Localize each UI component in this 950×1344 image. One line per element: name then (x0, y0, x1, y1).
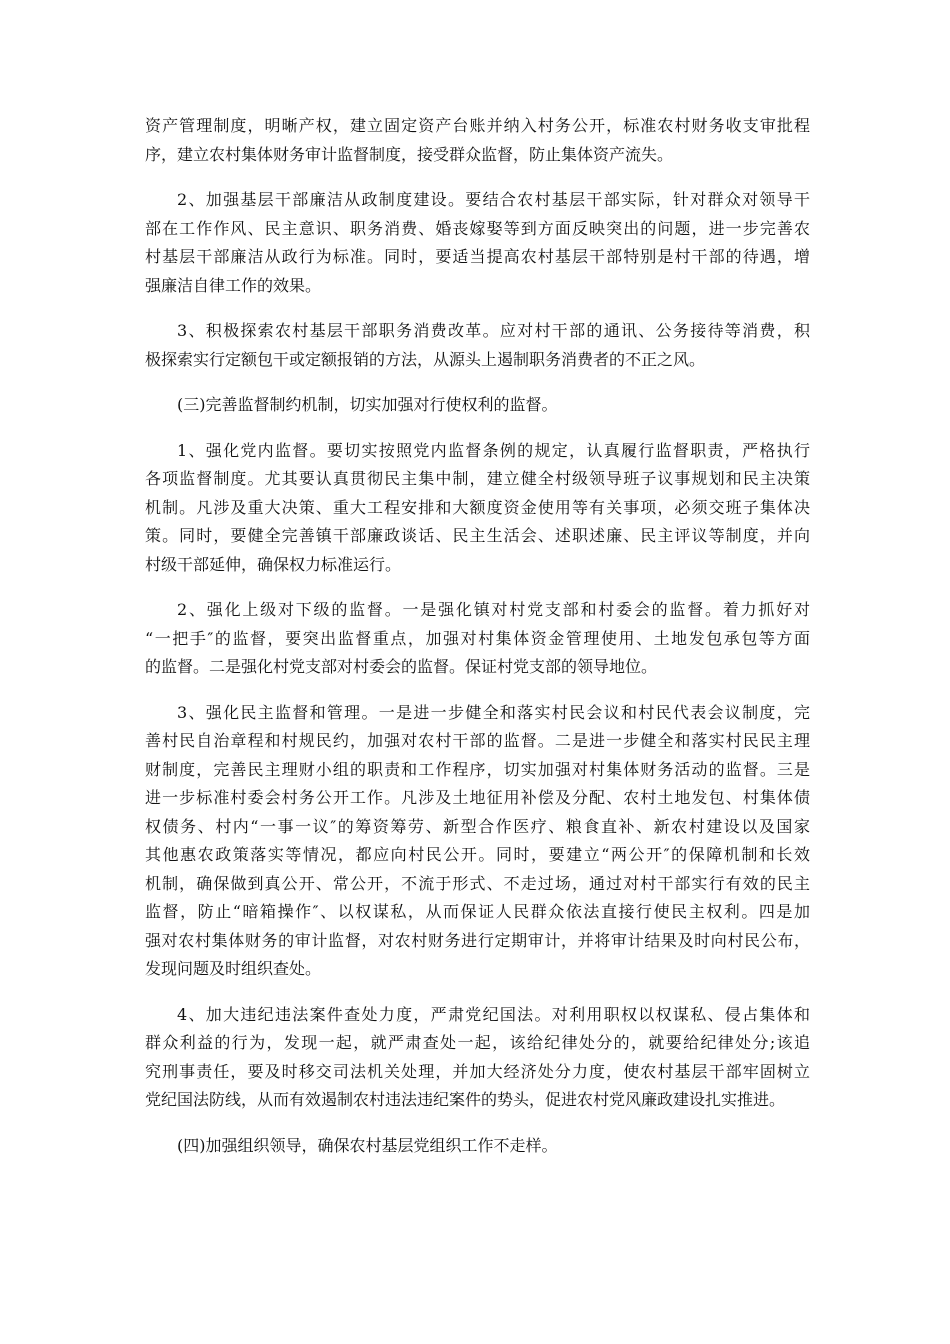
text-line: “一把手″的监督，要突出监督重点，加强对村集体资金管理使用、土地发包承包等方面 (145, 628, 810, 648)
text-line: 资产管理制度，明晰产权，建立固定资产台账并纳入村务公开，标准农村财务收支审批程 (145, 116, 810, 135)
text-line: 村级干部延伸，确保权力标准运行。 (145, 554, 402, 574)
paragraph (145, 317, 810, 374)
text-line: 究刑事责任，要及时移交司法机关处理，并加大经济处分力度，使农村基层干部牢固树立 (145, 1061, 810, 1081)
text-line: 权债务、村内“一事一议″的筹资筹劳、新型合作医疗、粮食直补、新农村建设以及国家 (145, 816, 810, 836)
paragraph (145, 437, 810, 580)
text-line: 部在工作作风、民主意识、职务消费、婚丧嫁娶等到方面反映突出的问题，进一步完善农 (145, 218, 810, 238)
text-line: 1、强化党内监督。要切实按照党内监督条例的规定，认真履行监督职责，严格执行 (177, 440, 810, 460)
text-line: 的监督。二是强化村党支部对村委会的监督。保证村党支部的领导地位。 (145, 657, 658, 676)
text-line: 策。同时，要健全完善镇干部廉政谈话、民主生活会、述职述廉、民主评议等制度，并向 (145, 526, 810, 545)
text-line: 2、加强基层干部廉洁从政制度建设。要结合农村基层干部实际，针对群众对领导干 (177, 190, 810, 209)
text-line: 党纪国法防线，从而有效遏制农村违法违纪案件的势头，促进农村党风廉政建设扎实推进。 (145, 1090, 786, 1109)
text-line: 村基层干部廉洁从政行为标准。同时，要适当提高农村基层干部特别是村干部的待遇，增 (145, 247, 810, 266)
text-line: 各项监督制度。尤其要认真贯彻民主集中制，建立健全村级领导班子议事规划和民主决策 (145, 469, 810, 488)
text-line: 其他惠农政策落实等情况，都应向村民公开。同时，要建立“两公开″的保障机制和长效 (145, 845, 810, 864)
paragraph (145, 596, 810, 682)
text-line: 机制。凡涉及重大决策、重大工程安排和大额度资金使用等有关事项，必须交班子集体决 (145, 497, 810, 517)
text-line: 极探索实行定额包干或定额报销的方法，从源头上遏制职务消费者的不正之风。 (145, 349, 706, 369)
text-line: 进一步标准村委会村务公开工作。凡涉及土地征用补偿及分配、农村土地发包、村集体债 (145, 788, 810, 807)
text-line: 3、强化民主监督和管理。一是进一步健全和落实村民会议和村民代表会议制度，完 (177, 702, 810, 722)
document-body (145, 112, 810, 1177)
text-line: 机制，确保做到真公开、常公开，不流于形式、不走过场，通过对村干部实行有效的民主 (145, 873, 810, 893)
text-line: 发现问题及时组织查处。 (145, 959, 322, 978)
text-line: 序，建立农村集体财务审计监督制度，接受群众监督，防止集体资产流失。 (145, 144, 674, 164)
text-line: 善村民自治章程和村规民约，加强对农村干部的监督。二是进一步健全和落实村民民主理 (145, 731, 810, 750)
paragraph (145, 699, 810, 984)
text-line: 强廉洁自律工作的效果。 (145, 275, 322, 295)
text-line: 2、强化上级对下级的监督。一是强化镇对村党支部和村委会的监督。着力抓好对 (177, 600, 810, 619)
section-heading (145, 391, 810, 420)
text-line: 监督，防止“暗箱操作″、以权谋私，从而保证人民群众依法直接行使民主权利。四是加 (145, 902, 810, 921)
text-line: 群众利益的行为，发现一起，就严肃查处一起，该给纪律处分的，就要给纪律处分;该追 (145, 1033, 810, 1052)
paragraph (145, 186, 810, 300)
text-line: 财制度，完善民主理财小组的职责和工作程序，切实加强对村集体财务活动的监督。三是 (145, 759, 810, 779)
text-line: 4、加大违纪违法案件查处力度，严肃党纪国法。对利用职权以权谋私、侵占集体和 (177, 1004, 810, 1024)
text-line: (四)加强组织领导，确保农村基层党组织工作不走样。 (177, 1135, 558, 1155)
paragraph (145, 112, 810, 169)
text-line: 强对农村集体财务的审计监督，对农村财务进行定期审计，并将审计结果及时向村民公布， (145, 930, 810, 950)
text-line: (三)完善监督制约机制，切实加强对行使权利的监督。 (177, 395, 558, 414)
section-heading (145, 1132, 810, 1161)
paragraph (145, 1001, 810, 1115)
text-line: 3、积极探索农村基层干部职务消费改革。应对村干部的通讯、公务接待等消费，积 (177, 321, 810, 340)
